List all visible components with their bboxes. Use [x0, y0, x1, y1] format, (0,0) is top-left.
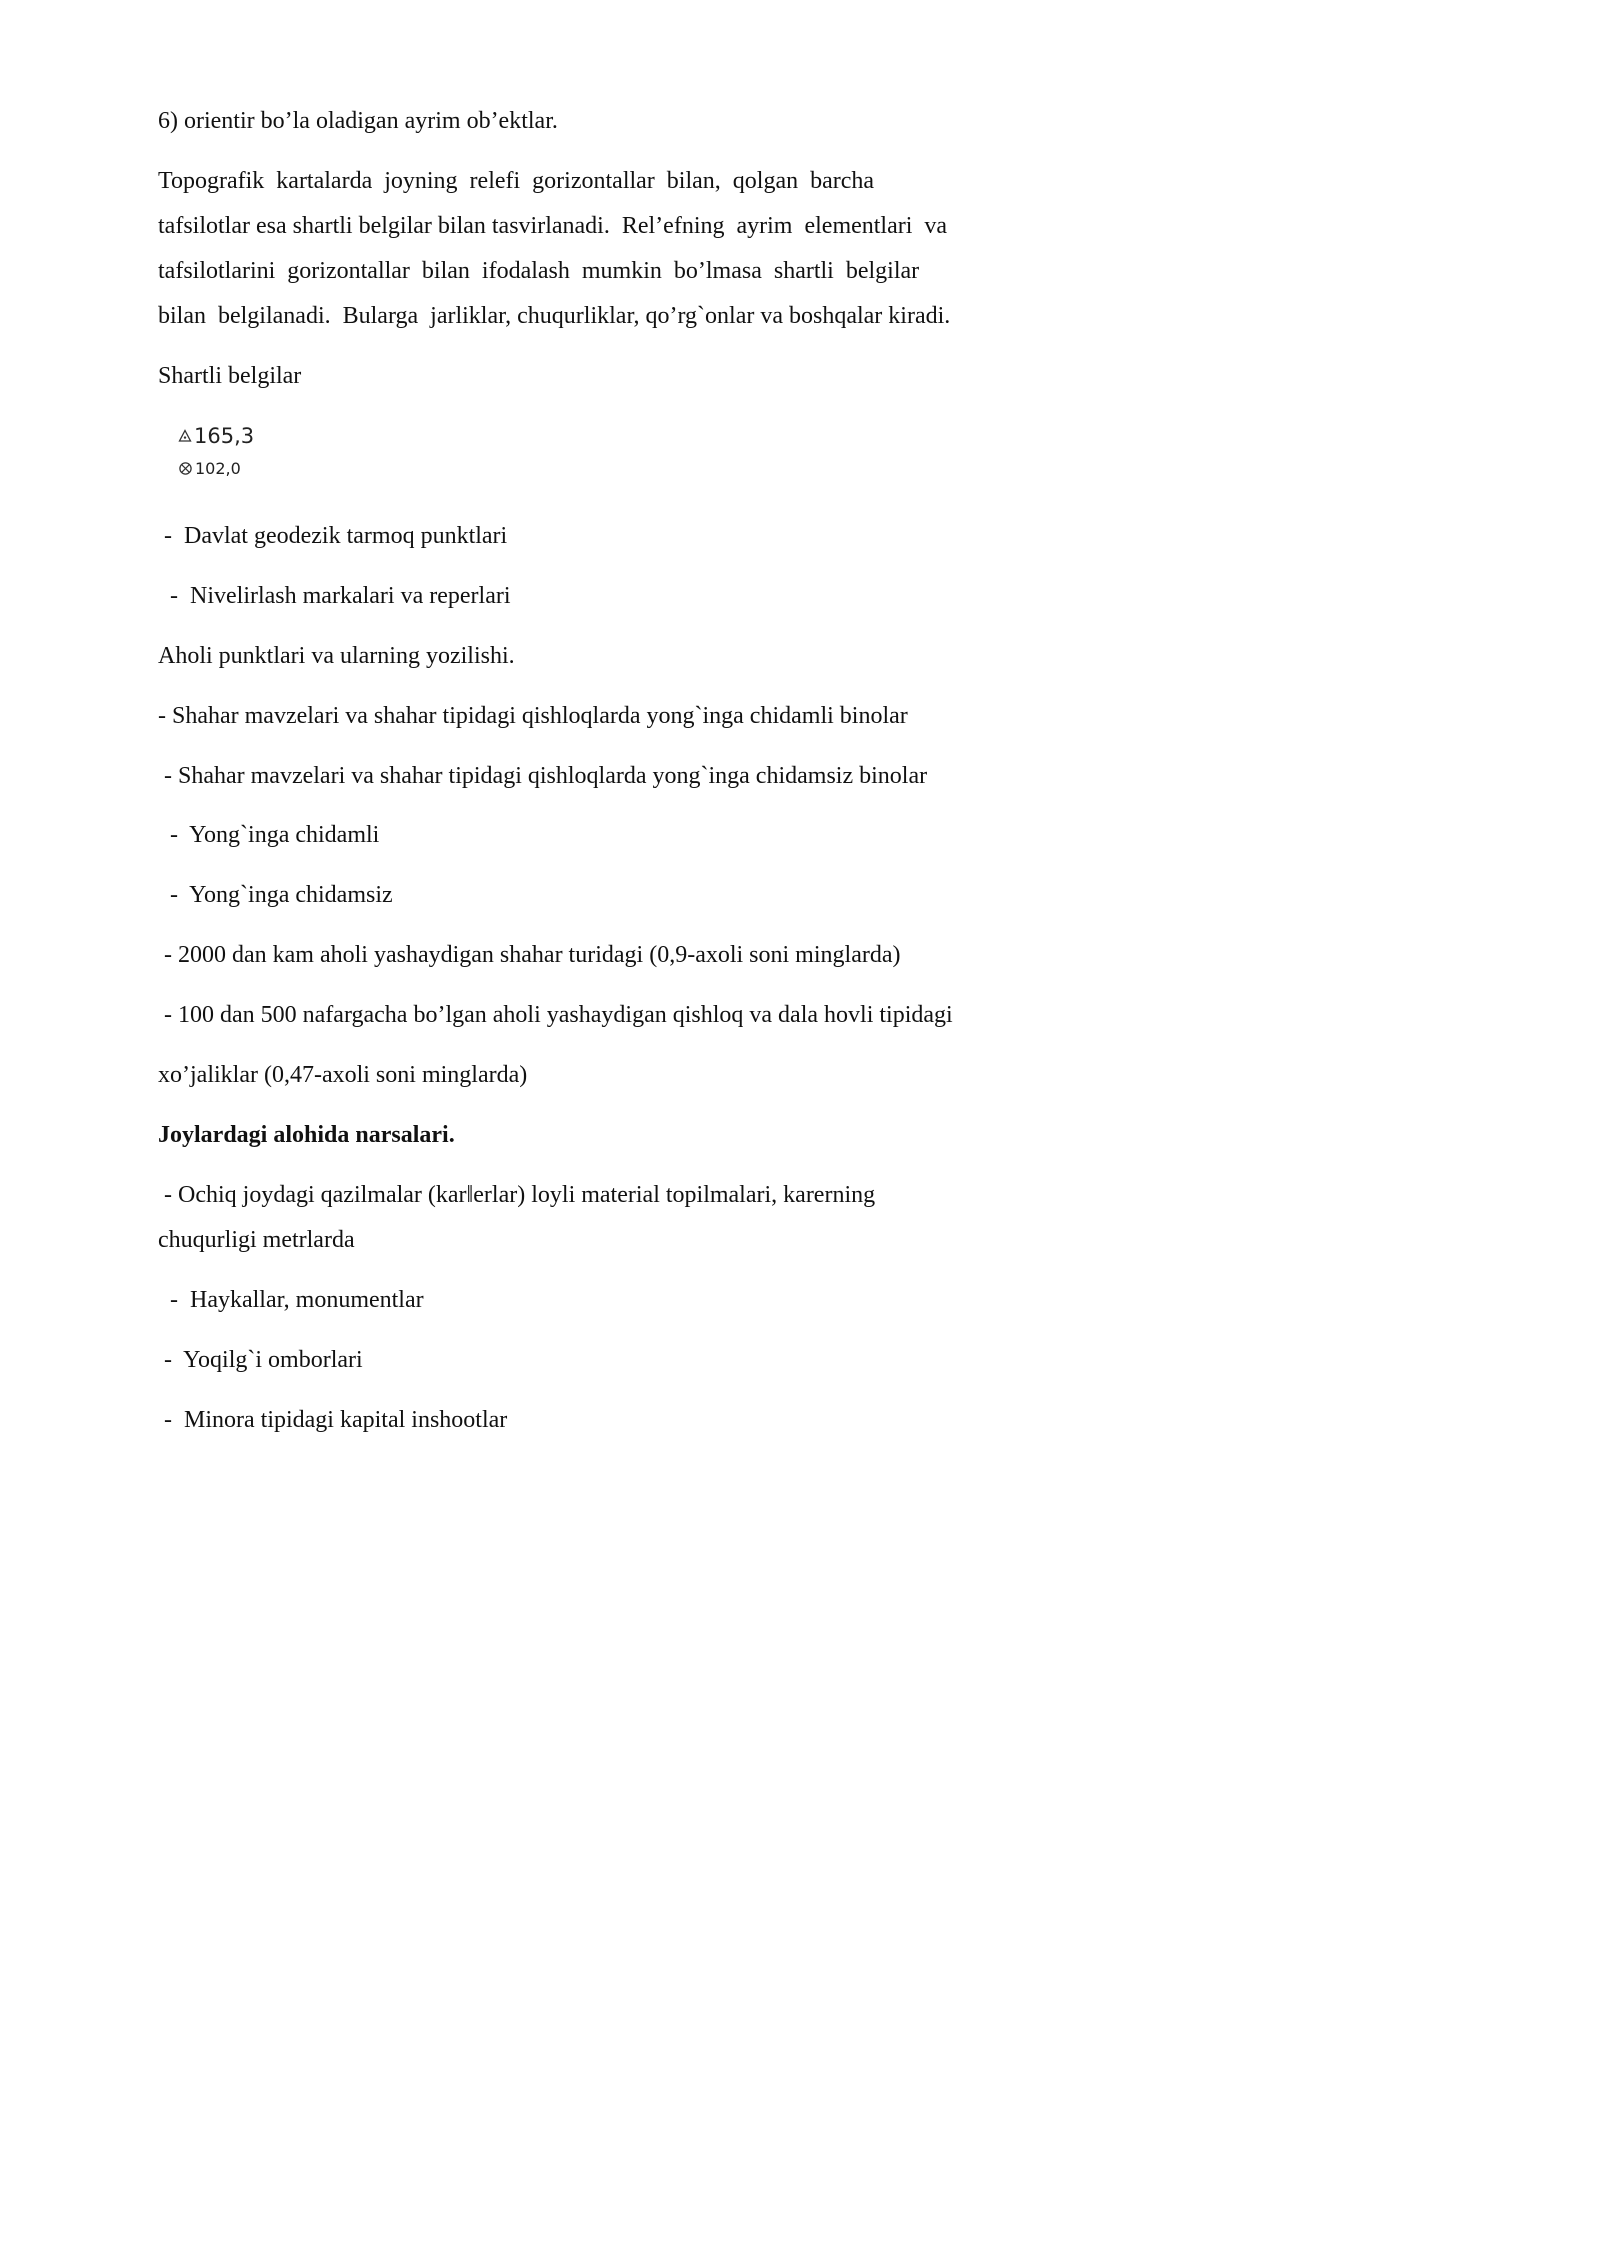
document-page — [0, 0, 1100, 1556]
list-item-fireproof: - Yong`inga chidamli — [158, 822, 380, 848]
section-heading-shartli-belgilar: Shartli belgilar — [158, 363, 302, 389]
circle-cross-icon — [178, 461, 193, 476]
leveling-mark-symbol — [178, 452, 298, 484]
text-line-orientir: 6) orientir bo’la oladigan ayrim ob’ektlar. — [158, 108, 558, 134]
paragraph-line-4: bilan belgilanadi. Bularga jarliklar, chuqurliklar, qo’rg`onlar va boshqalar kiradi. — [158, 303, 951, 329]
list-item-fuel-depots: - Yoqilg`i omborlari — [158, 1347, 363, 1373]
list-item-village-line-2: xo’jaliklar (0,47-axoli soni minglarda) — [158, 1062, 528, 1088]
paragraph-line-2: tafsilotlar esa shartli belgilar bilan tasvirlanadi. Rel’efning ayrim elementlari va — [158, 213, 948, 239]
geodetic-point-symbol — [178, 420, 298, 452]
section-heading-alohida-narsalar: Joylardagi alohida narsalari. — [158, 1122, 455, 1148]
list-item-monuments: - Haykallar, monumentlar — [158, 1287, 424, 1313]
list-item-town-2000: - 2000 dan kam aholi yashaydigan shahar turidagi (0,9-axoli soni minglarda) — [158, 942, 901, 968]
triangle-point-icon — [178, 429, 192, 443]
list-item-leveling: - Nivelirlash markalari va reperlari — [158, 583, 511, 609]
list-item-quarries-line-1: - Ochiq joydagi qazilmalar (kar‖erlar) loyli material topilmalari, karerning — [158, 1182, 876, 1208]
paragraph-line-1: Topografik kartalarda joyning relefi gorizontallar bilan, qolgan barcha — [158, 168, 875, 194]
list-item-fireproof-buildings: - Shahar mavzelari va shahar tipidagi qishloqlarda yong`inga chidamli binolar — [158, 703, 908, 729]
list-item-nonfireproof: - Yong`inga chidamsiz — [158, 882, 393, 908]
list-item-towers: - Minora tipidagi kapital inshootlar — [158, 1407, 508, 1433]
list-item-village-line-1: - 100 dan 500 nafargacha bo’lgan aholi yashaydigan qishloq va dala hovli tipidagi — [158, 1002, 953, 1028]
list-item-quarries-line-2: chuqurligi metrlarda — [158, 1227, 355, 1253]
list-item-geodetic: - Davlat geodezik tarmoq punktlari — [158, 523, 508, 549]
map-symbols-figure — [178, 420, 298, 490]
leveling-mark-label: 102,0 — [195, 458, 241, 478]
paragraph-line-3: tafsilotlarini gorizontallar bilan ifodalash mumkin bo’lmasa shartli belgilar — [158, 258, 920, 284]
list-item-nonfireproof-buildings: - Shahar mavzelari va shahar tipidagi qishloqlarda yong`inga chidamsiz binolar — [158, 763, 928, 789]
section-heading-aholi-punktlari: Aholi punktlari va ularning yozilishi. — [158, 643, 515, 669]
geodetic-point-label: 165,3 — [194, 424, 255, 448]
